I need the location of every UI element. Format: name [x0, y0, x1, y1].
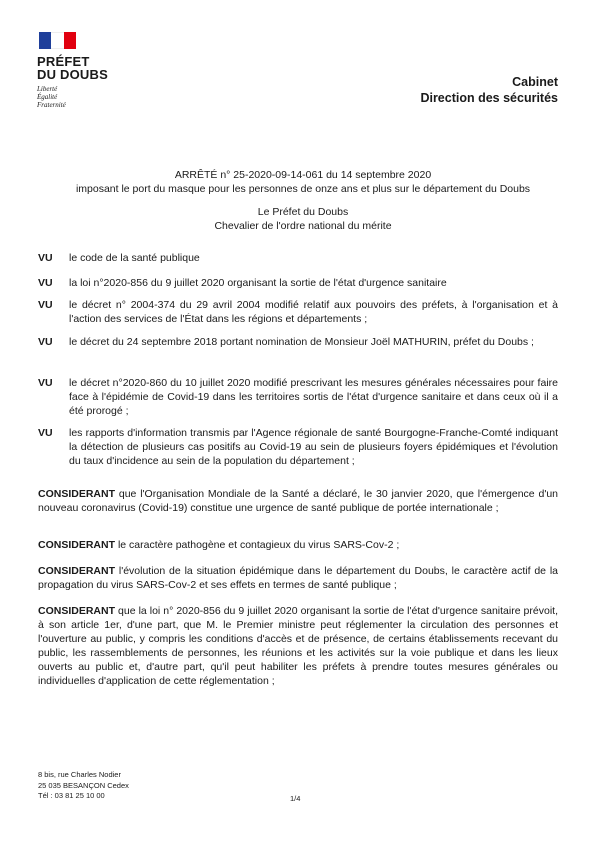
- vu-item: [38, 426, 558, 468]
- department-heading: [420, 74, 558, 106]
- considerant-paragraph: [38, 604, 558, 688]
- prefecture-address: 8 bis, rue Charles Nodier 25 035 BESANÇON Cedex Tél : 03 81 25 10 00: [38, 770, 129, 800]
- vu-label: VU: [38, 427, 53, 439]
- considerant-text: que la loi n° 2020-856 du 9 juillet 2020 organisant la sortie de l'état d'urgence sanitaire prévoit, à son article 1er, d'une part, que M. le Premier ministre peut réglementer la circulation des personnes et l'ouverture au public, y compris les conditions d'accès et de présence, de certains établissements recevant du public, les rassemblements de personnes, les réunions et les activités sur la voie publique et dans les lieux ouverts au public et, d'autre part, qu'il peut habiliter les préfets à prendre toutes mesures générales ou individuelles d'application de cette réglementation ;: [38, 605, 558, 687]
- vu-item: [38, 298, 558, 326]
- considerant-text: l'évolution de la situation épidémique dans le département du Doubs, le caractère actif de la propagation du virus SARS-Cov-2 et ses effets en termes de santé publique ;: [38, 565, 559, 591]
- vu-label: VU: [38, 277, 53, 289]
- considerant-paragraph: [38, 487, 558, 515]
- vu-text: le décret n° 2004-374 du 29 avril 2004 modifié relatif aux pouvoirs des préfets, à l'organisation et à l'action des services de l'État dans les régions et départements ;: [69, 299, 558, 325]
- considerant-paragraph: [38, 564, 558, 592]
- page-number: 1/4: [290, 794, 301, 803]
- vu-text: le code de la santé publique: [69, 252, 200, 264]
- marianne-flag-icon: [39, 32, 76, 49]
- considerant-text: que l'Organisation Mondiale de la Santé a déclaré, le 30 janvier 2020, que l'émergence d'un nouveau coronavirus (Covid-19) constitue une urgence de santé publique de portée internationale ;: [38, 488, 559, 514]
- considerant-text: le caractère pathogène et contagieux du virus SARS-Cov-2 ;: [117, 539, 400, 551]
- considerant-label: CONSIDERANT: [38, 488, 116, 500]
- considerant-label: CONSIDERANT: [38, 605, 116, 617]
- vu-item: [38, 376, 558, 418]
- vu-text: les rapports d'information transmis par l'Agence régionale de santé Bourgogne-Franche-Comté indiquant la détection de plusieurs cas positifs au Covid-19 au sein de plusieurs foyers épidémiques et l'évolution du taux d'incidence au sein de la population du département ;: [69, 427, 558, 467]
- vu-label: VU: [38, 377, 53, 389]
- republic-motto: Liberté Égalité Fraternité: [37, 85, 66, 109]
- vu-item: [38, 251, 558, 265]
- cabinet-label: Cabinet: [512, 75, 558, 89]
- vu-item: [38, 276, 558, 290]
- prefecture-logo: [37, 32, 127, 109]
- vu-text: la loi n°2020-856 du 9 juillet 2020 organisant la sortie de l'état d'urgence sanitaire: [69, 277, 447, 289]
- considerant-paragraph: [38, 538, 558, 552]
- authority-block: Le Préfet du Doubs Chevalier de l'ordre national du mérite: [214, 206, 392, 232]
- considerant-label: CONSIDERANT: [38, 539, 116, 551]
- vu-label: VU: [38, 336, 53, 348]
- prefecture-name: PRÉFET DU DOUBS: [37, 54, 108, 82]
- vu-item: [38, 335, 558, 349]
- vu-text: le décret du 24 septembre 2018 portant nomination de Monsieur Joël MATHURIN, préfet du Doubs ;: [69, 336, 534, 348]
- vu-text: le décret n°2020-860 du 10 juillet 2020 modifié prescrivant les mesures générales nécessaires pour faire face à l'épidémie de Covid-19 dans les territoires sortis de l'état d'urgence sanitaire et dans ceux où il a été prorogé ;: [69, 377, 558, 417]
- decree-title: ARRÊTÉ n° 25-2020-09-14-061 du 14 septembre 2020 imposant le port du masque pour les personnes de onze ans et plus sur le département du Doubs: [75, 169, 531, 195]
- vu-label: VU: [38, 299, 53, 311]
- considerant-label: CONSIDERANT: [38, 565, 116, 577]
- direction-label: Direction des sécurités: [420, 91, 558, 105]
- vu-label: VU: [38, 252, 53, 264]
